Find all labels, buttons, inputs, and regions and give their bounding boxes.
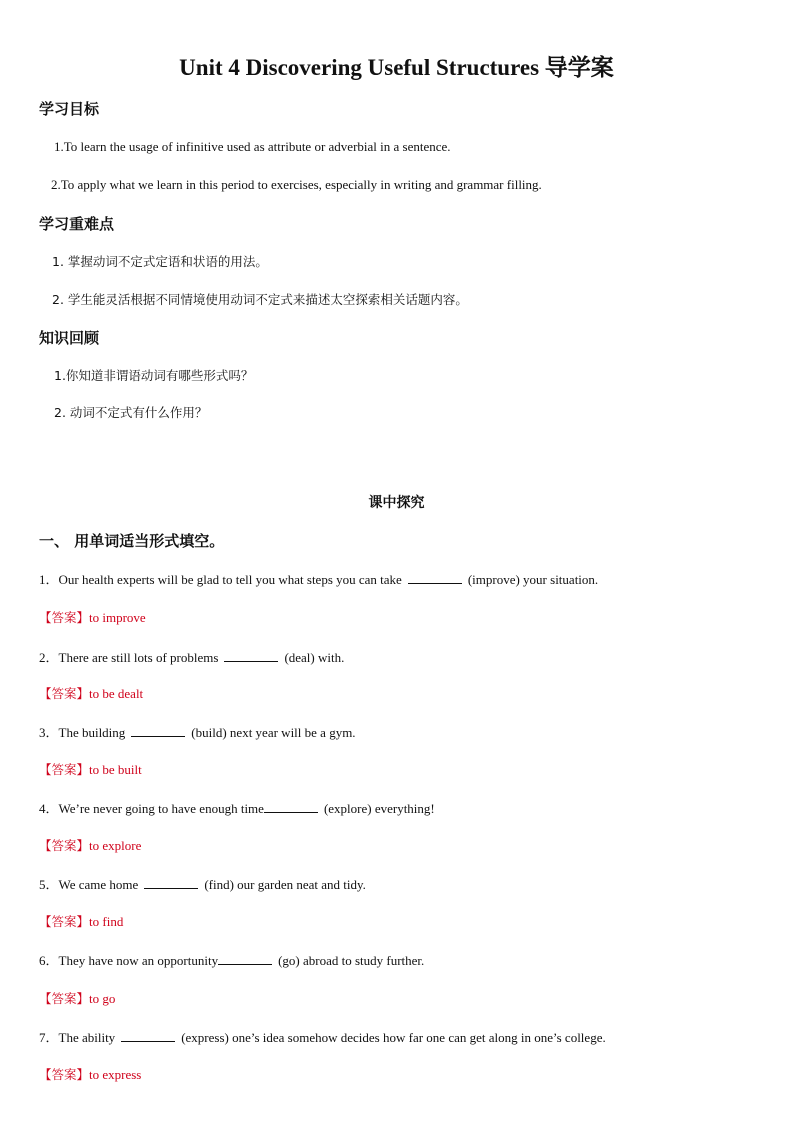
- answer-6: [39, 989, 115, 1007]
- question-7-text: 7．The ability: [39, 1030, 116, 1045]
- question-4-hint: (explore) everything!: [323, 801, 435, 816]
- question-2: [39, 647, 344, 666]
- answer-4-text: to explore: [89, 838, 142, 853]
- answer-blank-3[interactable]: [131, 724, 185, 737]
- question-6: [39, 950, 424, 969]
- key-point-item-2: 2. 学生能灵活根据不同情境使用动词不定式来描述太空探索相关话题内容。: [52, 292, 468, 307]
- question-7-hint: (express) one’s idea somehow decides how far one can get along in one’s college.: [181, 1030, 606, 1045]
- question-5-text: 5．We came home: [39, 877, 139, 892]
- key-points-heading: 学习重难点: [39, 215, 115, 233]
- answer-2-text: to be dealt: [89, 686, 144, 701]
- answer-7: [39, 1065, 141, 1083]
- objectives-heading: 学习目标: [39, 100, 100, 118]
- review-heading: 知识回顾: [39, 329, 100, 347]
- answer-blank-4[interactable]: [264, 800, 318, 813]
- answer-4: [39, 836, 141, 854]
- answer-1: [39, 608, 146, 626]
- answer-blank-7[interactable]: [121, 1029, 175, 1042]
- answer-3-text: to be built: [89, 762, 142, 777]
- question-2-text: 2．There are still lots of problems: [39, 650, 219, 665]
- objective-item-1: 1.To learn the usage of infinitive used as attribute or adverbial in a sentence.: [54, 139, 451, 154]
- answer-tag: 【答案】: [39, 610, 90, 625]
- answer-2: [39, 684, 143, 702]
- question-5: [39, 874, 366, 893]
- answer-3: [39, 760, 142, 778]
- answer-tag: 【答案】: [39, 991, 90, 1006]
- section-heading: 课中探究: [368, 495, 425, 511]
- answer-tag: 【答案】: [39, 686, 90, 701]
- answer-tag: 【答案】: [39, 762, 90, 777]
- question-4: [39, 798, 435, 817]
- answer-5-text: to find: [89, 914, 124, 929]
- answer-blank-6[interactable]: [218, 952, 272, 965]
- review-item-2: 2. 动词不定式有什么作用？: [54, 405, 208, 420]
- answer-blank-1[interactable]: [408, 571, 462, 584]
- answer-tag: 【答案】: [39, 838, 90, 853]
- question-1: [39, 569, 598, 588]
- answer-5: [39, 912, 123, 930]
- question-3-hint: (build) next year will be a gym.: [191, 725, 356, 740]
- page-title: Unit 4 Discovering Useful Structures 导学案: [179, 55, 614, 80]
- key-point-item-1: 1. 掌握动词不定式定语和状语的用法。: [52, 254, 268, 269]
- answer-tag: 【答案】: [39, 1067, 90, 1082]
- question-1-text: 1．Our health experts will be glad to tell you what steps you can take: [39, 572, 402, 587]
- question-2-hint: (deal) with.: [284, 650, 345, 665]
- objective-item-2: 2.To apply what we learn in this period to exercises, especially in writing and grammar filling.: [51, 177, 542, 192]
- question-7: [39, 1027, 606, 1046]
- question-4-text: 4．We’re never going to have enough time: [39, 801, 264, 816]
- answer-tag: 【答案】: [39, 914, 90, 929]
- answer-blank-5[interactable]: [144, 876, 198, 889]
- answer-7-text: to express: [89, 1067, 142, 1082]
- review-item-1: 1.你知道非谓语动词有哪些形式吗？: [54, 368, 254, 383]
- part-one-heading: 一、 用单词适当形式填空。: [39, 532, 225, 550]
- question-3-text: 3．The building: [39, 725, 126, 740]
- question-6-text: 6．They have now an opportunity: [39, 953, 219, 968]
- answer-1-text: to improve: [89, 610, 146, 625]
- question-1-hint: (improve) your situation.: [467, 572, 599, 587]
- answer-6-text: to go: [89, 991, 116, 1006]
- answer-blank-2[interactable]: [224, 649, 278, 662]
- question-3: [39, 722, 356, 741]
- question-6-hint: (go) abroad to study further.: [278, 953, 425, 968]
- question-5-hint: (find) our garden neat and tidy.: [204, 877, 366, 892]
